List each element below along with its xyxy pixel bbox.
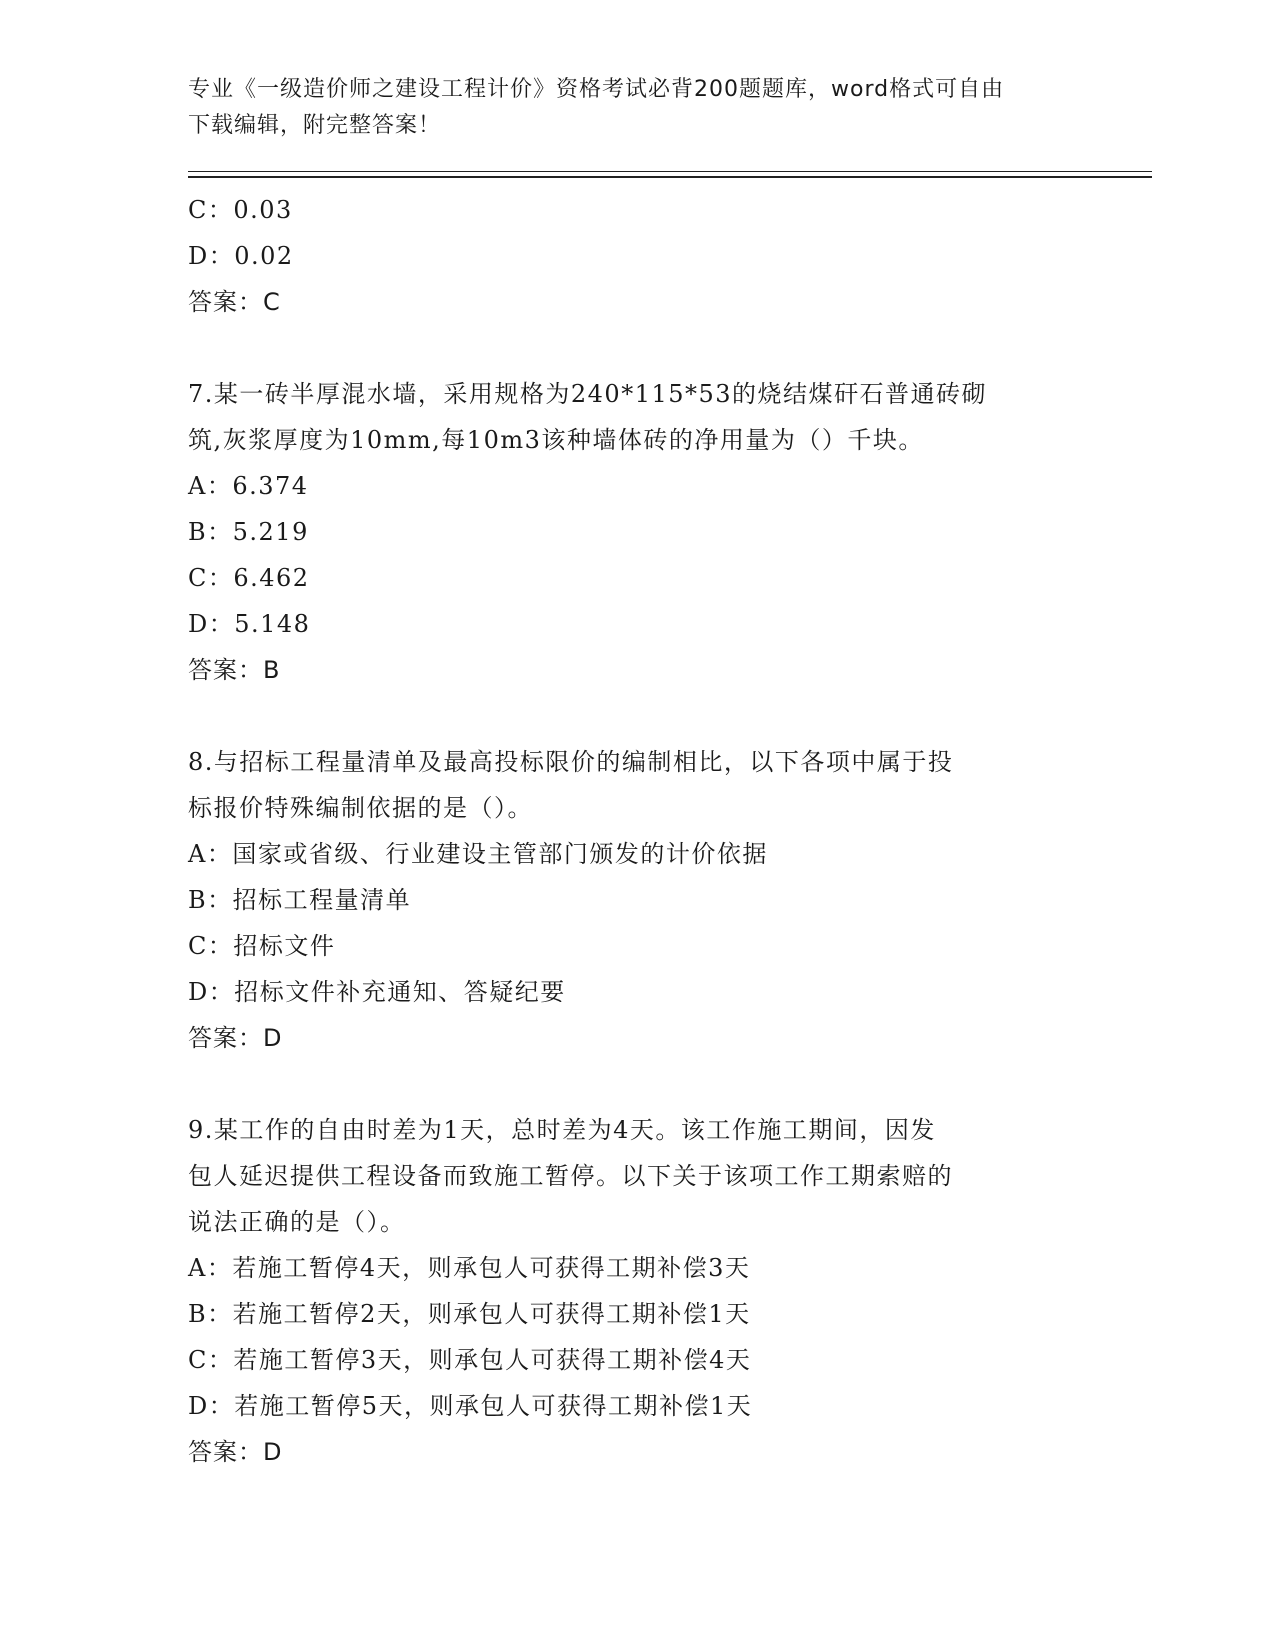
option-a: A：6.374 — [188, 472, 309, 500]
option-b: B：招标工程量清单 — [188, 886, 412, 914]
option-a: A：国家或省级、行业建设主管部门颁发的计价依据 — [188, 840, 768, 868]
question-stem-line-2: 包人延迟提供工程设备而致施工暂停。以下关于该项工作工期索赔的 — [188, 1162, 953, 1190]
header-line-2: 下载编辑，附完整答案！ — [188, 113, 442, 138]
header-line-1: 专业《一级造价师之建设工程计价》资格考试必背200题题库，word格式可自由 — [188, 77, 1005, 102]
option-c: C：6.462 — [188, 564, 310, 592]
option-c: C：招标文件 — [188, 932, 336, 960]
question-stem-line-1: 9.某工作的自由时差为1天，总时差为4天。该工作施工期间，因发 — [188, 1116, 936, 1144]
answer-line: 答案：B — [188, 656, 281, 684]
question-8 — [188, 739, 1088, 1061]
option-b: B：5.219 — [188, 518, 309, 546]
option-d: D：招标文件补充通知、答疑纪要 — [188, 978, 566, 1006]
document-header — [188, 72, 1088, 144]
question-stem-line-1: 7.某一砖半厚混水墙，采用规格为240*115*53的烧结煤矸石普通砖砌 — [188, 380, 988, 408]
spacer — [188, 693, 1088, 739]
option-c: C：若施工暂停3天，则承包人可获得工期补偿4天 — [188, 1346, 752, 1374]
header-divider-thin — [188, 171, 1152, 172]
option-d: D：若施工暂停5天，则承包人可获得工期补偿1天 — [188, 1392, 753, 1420]
question-9 — [188, 1107, 1088, 1475]
option-a: A：若施工暂停4天，则承包人可获得工期补偿3天 — [188, 1254, 751, 1282]
answer-line: 答案：D — [188, 1024, 283, 1052]
question-stem-line-3: 说法正确的是（）。 — [188, 1208, 406, 1236]
option-d: D：5.148 — [188, 610, 311, 638]
question-stem-line-2: 筑,灰浆厚度为10mm,每10m3该种墙体砖的净用量为（）千块。 — [188, 426, 924, 454]
question-stem-line-1: 8.与招标工程量清单及最高投标限价的编制相比，以下各项中属于投 — [188, 748, 954, 776]
header-divider-thick — [188, 176, 1152, 178]
question-6 — [188, 187, 1088, 325]
option-c: C：0.03 — [188, 196, 293, 224]
spacer — [188, 325, 1088, 371]
answer-line: 答案：D — [188, 1438, 283, 1466]
question-list — [188, 187, 1088, 1475]
answer-line: 答案：C — [188, 288, 281, 316]
option-d: D：0.02 — [188, 242, 294, 270]
question-stem-line-2: 标报价特殊编制依据的是（）。 — [188, 794, 533, 822]
option-b: B：若施工暂停2天，则承包人可获得工期补偿1天 — [188, 1300, 751, 1328]
question-7 — [188, 371, 1088, 693]
spacer — [188, 1061, 1088, 1107]
